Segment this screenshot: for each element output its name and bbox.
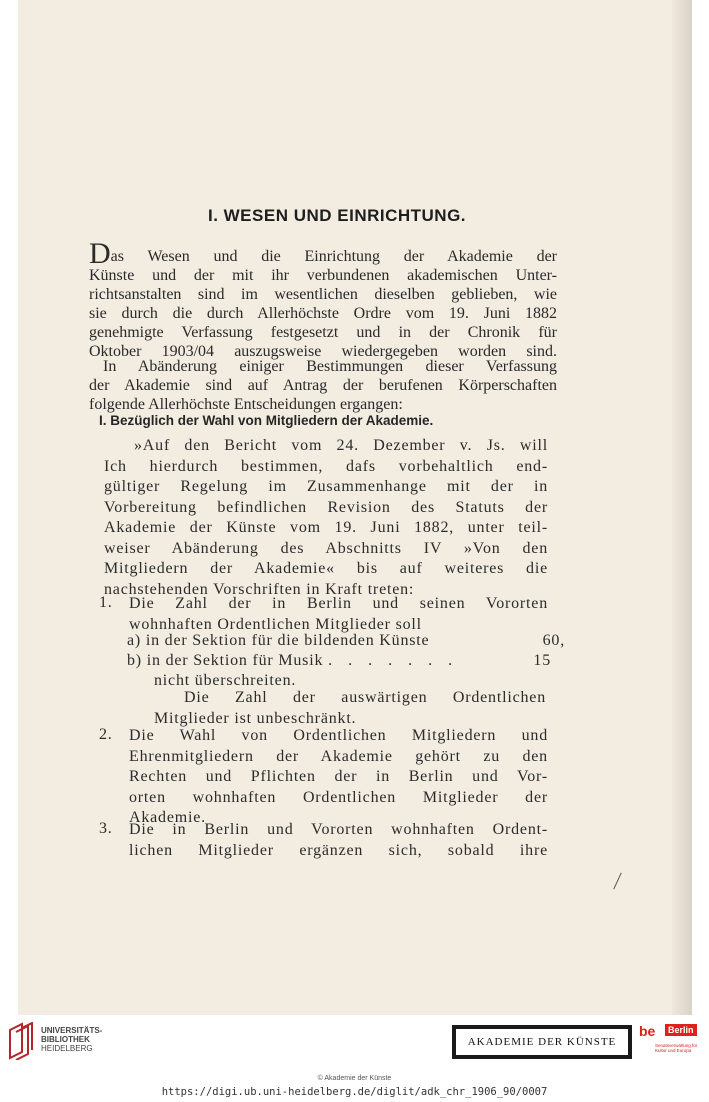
intro-line: richtsanstalten sind im wesentlichen dieselben geblieben, wie: [89, 286, 557, 303]
quote-line: gültiger Regelung im Zusammenhange mit der in: [104, 478, 548, 495]
quote-line: »Auf den Bericht vom 24. Dezember v. Js. will: [134, 437, 548, 454]
second-paragraph: [89, 357, 557, 414]
berlin-senate-logo[interactable]: [639, 1023, 701, 1063]
leader-dots: . . . . . . .: [328, 652, 459, 669]
intro-line: sie durch die durch Allerhöchste Ordre vom 19. Juni 1882: [89, 305, 557, 322]
quote-line: Ich hierdurch bestimmen, dafs vorbehaltlich end-: [104, 457, 548, 475]
note-line: Mitglieder ist unbeschränkt.: [154, 709, 357, 727]
permalink-url[interactable]: https://digi.ub.uni-heidelberg.de/diglit/adk_chr_1906_90/0007: [161, 1086, 548, 1098]
rule-1-text: [129, 594, 548, 635]
subitem-b-value: 15: [533, 652, 551, 669]
university-library-logo-icon[interactable]: [8, 1022, 34, 1060]
intro-line: Das Wesen und die Einrichtung der Akademie der: [89, 237, 557, 270]
rule-line: Rechten und Pflichten der in Berlin und Vor-: [129, 768, 548, 785]
rule-line: Akademie.: [129, 809, 206, 826]
copyright-notice: © Akademie der Künste: [317, 1075, 392, 1082]
rule-1-tail: nicht überschreiten.: [154, 672, 297, 689]
quote-line: weiser Abänderung des Abschnitts IV »Von den: [104, 539, 548, 557]
rule-line: Die in Berlin und Vororten wohnhaften Ordent-: [129, 821, 548, 838]
akademie-der-kuenste-logo[interactable]: [452, 1025, 632, 1059]
rule-line: wohnhaften Ordentlichen Mitglieder soll: [129, 615, 422, 633]
berlin-logo-subtitle: Senatsverwaltung für Kultur und Europa: [655, 1043, 698, 1053]
drop-cap: D: [89, 237, 111, 270]
section-subheading: I. Bezüglich der Wahl von Mitgliedern der Akademie.: [99, 413, 434, 428]
akademie-logo-label: AKADEMIE DER KÜNSTE: [455, 1028, 629, 1056]
decree-quote: [104, 436, 548, 600]
para2-line: der Akademie sind auf Antrag der berufenen Körperschaften: [89, 377, 557, 394]
quote-line: Mitgliedern der Akademie« bis auf weiteres die: [104, 560, 548, 577]
rule-line: lichen Mitglieder ergänzen sich, sobald ihre: [129, 841, 548, 859]
subitem-b-label: b) in der Sektion für Musik . . . . . . .: [127, 652, 459, 669]
rule-line: Ehrenmitgliedern der Akademie gehört zu den: [129, 747, 548, 765]
intro-line: genehmigte Verfassung festgesetzt und in der Chronik für: [89, 324, 557, 341]
para2-line: In Abänderung einiger Bestimmungen dieser Verfassung: [103, 358, 557, 375]
rule-3-text: [129, 820, 548, 861]
page-heading: I. WESEN UND EINRICHTUNG.: [207, 206, 467, 225]
subitem-a-label: a) in der Sektion für die bildenden Künste: [127, 632, 430, 649]
rule-number: 3.: [99, 820, 113, 837]
page-edge-shadow: [672, 0, 692, 1015]
quote-line: Vorbereitung befindlichen Revision des Statuts der: [104, 498, 548, 516]
berlin-logo-box: Berlin: [665, 1024, 697, 1036]
intro-line: Oktober 1903/04 auszugsweise wiedergegeben worden sind.: [89, 343, 557, 360]
rule-line: orten wohnhaften Ordentlichen Mitglieder der: [129, 788, 548, 806]
para2-line: folgende Allerhöchste Entscheidungen ergangen:: [89, 396, 403, 413]
rule-number: 2.: [99, 726, 113, 743]
quote-line: nachstehenden Vorschriften in Kraft treten:: [104, 580, 415, 598]
intro-paragraph: [89, 237, 557, 361]
rule-line: Die Wahl von Ordentlichen Mitgliedern und: [129, 727, 548, 744]
rule-line: Die Zahl der in Berlin und seinen Vororten: [129, 595, 548, 612]
subitem-a-value: 60,: [542, 632, 565, 649]
university-library-name[interactable]: UNIVERSITÄTS- BIBLIOTHEK HEIDELBERG: [41, 1026, 103, 1053]
rule-2-text: [129, 726, 548, 829]
intro-line: Künste und der mit ihr verbundenen akademischen Unter-: [89, 267, 557, 284]
rule-1-note: [154, 688, 546, 729]
rule-number: 1.: [99, 594, 113, 611]
quote-line: Akademie der Künste vom 19. Juni 1882, unter teil-: [104, 519, 548, 536]
note-line: Die Zahl der auswärtigen Ordentlichen: [184, 689, 546, 706]
berlin-logo-mark: be: [639, 1023, 656, 1039]
